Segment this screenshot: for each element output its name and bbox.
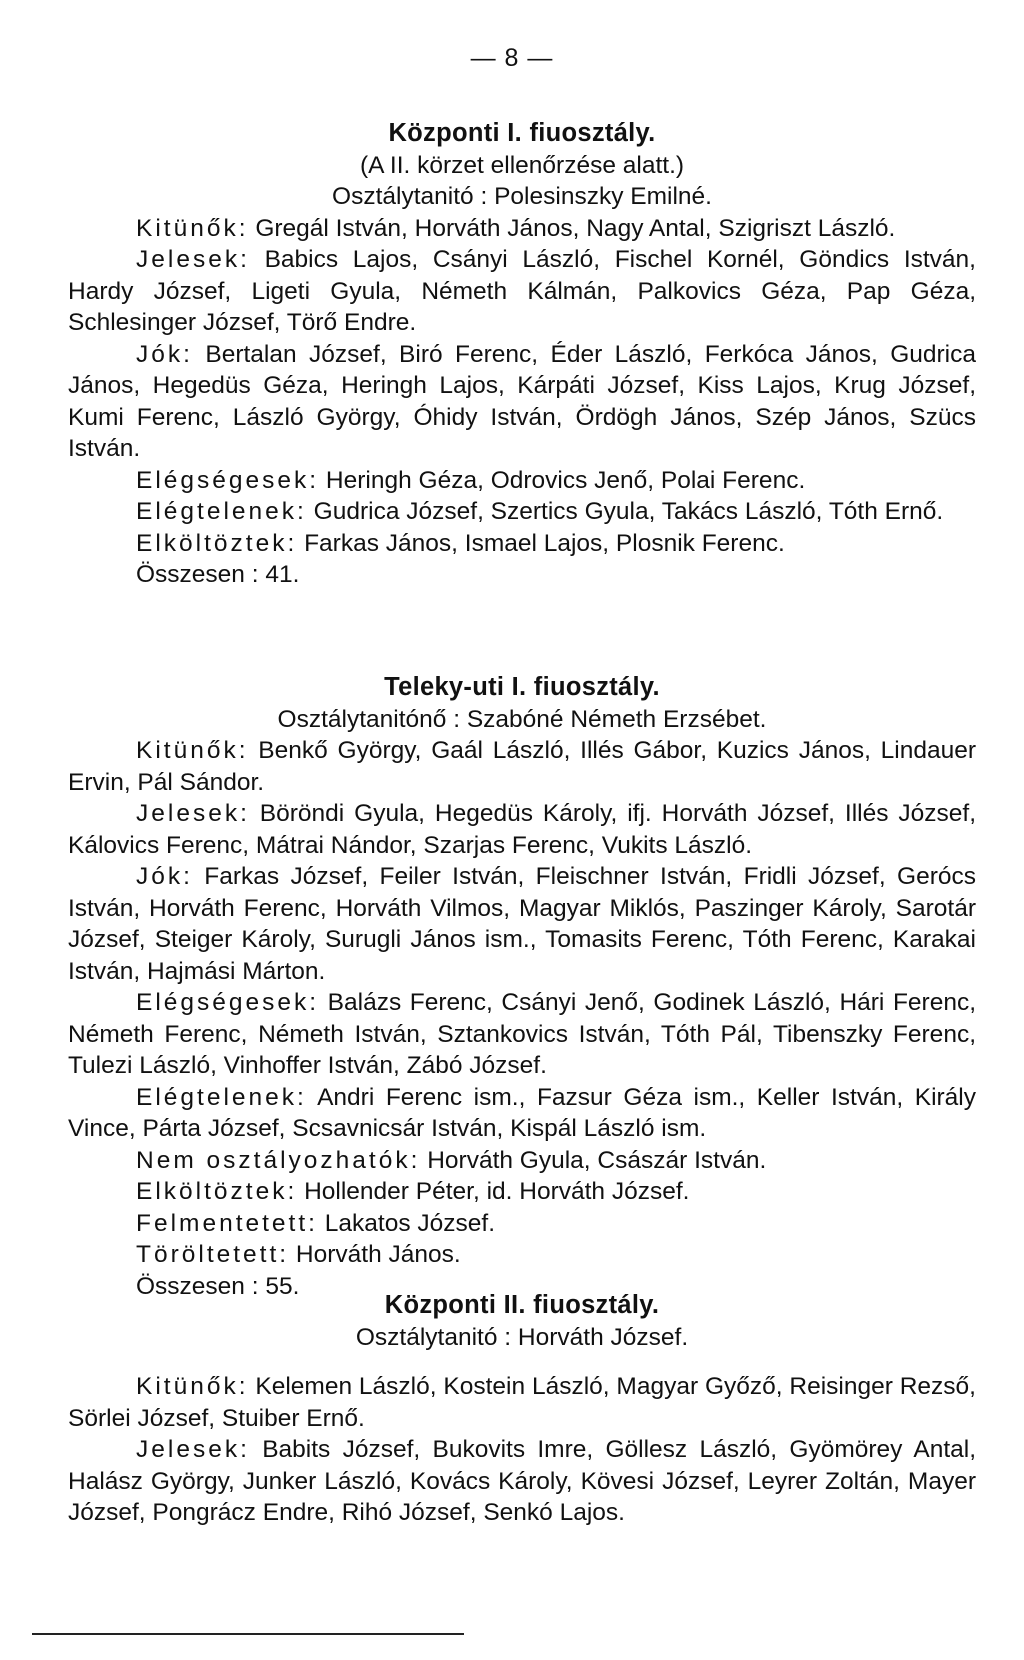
section-total: Összesen : 55. <box>136 1272 300 1300</box>
grade-label: Jók: <box>136 340 193 368</box>
grade-group-jelesek <box>68 244 976 339</box>
grade-names: Heringh Géza, Odrovics Jenő, Polai Ferenc. <box>319 466 806 494</box>
section-heading: Központi II. fiuosztály. <box>384 1291 660 1319</box>
grade-group-jok <box>68 339 976 465</box>
grade-group-elegtelenek <box>68 1082 976 1145</box>
grade-group-elkoltoztek <box>68 528 976 560</box>
grade-label: Jelesek: <box>136 246 250 273</box>
grade-names: Bertalan József, Biró Ferenc, Éder László, Ferkóca János, Gudrica János, Hegedüs Géza, Heringh Lajos, Kárpáti József, Kiss Lajos, Krug József, Kumi Ferenc, László György, Óhidy István, Ördögh János, Szép János, Szücs István. <box>68 340 976 462</box>
grade-group-kitunok <box>68 1371 976 1434</box>
grade-group-nem-osztalyozhatok <box>68 1145 976 1177</box>
section-subtitle: (A II. körzet ellenőrzése alatt.) <box>359 151 685 179</box>
grade-label: Jók: <box>136 863 193 890</box>
grade-label: Elköltöztek: <box>136 529 298 557</box>
grade-group-elkoltoztek <box>68 1176 976 1208</box>
grade-group-felmentetett <box>68 1208 976 1240</box>
section-total: Összesen : 41. <box>136 561 300 588</box>
section-kozponti-1 <box>68 118 976 591</box>
grade-group-jelesek <box>68 1434 976 1529</box>
grade-names: Gregál István, Horváth János, Nagy Antal, Szigriszt László. <box>248 214 896 242</box>
grade-label: Elégtelenek: <box>136 498 307 525</box>
teacher-line: Osztálytanitó : Polesinszky Emilné. <box>332 183 712 210</box>
grade-names: Horváth János. <box>289 1241 461 1268</box>
grade-label: Kitünők: <box>136 1373 249 1400</box>
section-heading: Központi I. fiuosztály. <box>388 119 656 147</box>
grade-names: Hollender Péter, id. Horváth József. <box>297 1178 690 1205</box>
grade-names: Babics Lajos, Csányi László, Fischel Kornél, Göndics István, Hardy József, Ligeti Gyula, Németh Kálmán, Palkovics Géza, Pap Géza, Schlesinger József, Törő Endre. <box>68 246 976 336</box>
grade-names: Balázs Ferenc, Csányi Jenő, Godinek László, Hári Ferenc, Németh Ferenc, Németh István, Sztankovics István, Tóth Pál, Tibenszky Ferenc, Tulezi László, Vinhoffer István, Zábó József. <box>68 989 976 1079</box>
grade-names: Kelemen László, Kostein László, Magyar Győző, Reisinger Rezső, Sörlei József, Stuiber Ernő. <box>68 1373 976 1432</box>
grade-label: Jelesek: <box>136 800 250 827</box>
grade-names: Andri Ferenc ism., Fazsur Géza ism., Keller István, Király Vince, Párta József, Scsavnicsár István, Kispál László ism. <box>68 1083 976 1142</box>
grade-label: Kitünők: <box>136 214 249 242</box>
grade-group-elegsegesek <box>68 465 976 497</box>
grade-label: Töröltetett: <box>136 1241 290 1268</box>
grade-group-elegtelenek <box>68 496 976 528</box>
footer-rule <box>32 1633 464 1635</box>
grade-names: Farkas József, Feiler István, Fleischner István, Fridli József, Gerócs István, Horváth Ferenc, Horváth Vilmos, Magyar Miklós, Paszinger Károly, Sarotár József, Steiger Károly, Surugli János ism., Tomasits Ferenc, Tóth Ferenc, Karakai István, Hajmási Márton. <box>68 863 976 985</box>
grade-group-toroltetett <box>68 1239 976 1271</box>
teacher-line: Osztálytanitónő : Szabóné Németh Erzsébet. <box>277 705 767 733</box>
teacher-line: Osztálytanitó : Horváth József. <box>355 1323 689 1351</box>
section-heading: Teleky-uti I. fiuosztály. <box>384 673 660 701</box>
grade-group-kitunok <box>68 213 976 245</box>
grade-names: Gudrica József, Szertics Gyula, Takács László, Tóth Ernő. <box>306 498 944 525</box>
grade-label: Nem osztályozhatók: <box>136 1146 421 1174</box>
grade-label: Felmentetett: <box>136 1209 318 1237</box>
grade-label: Elégtelenek: <box>136 1083 307 1111</box>
spacer <box>68 1353 976 1371</box>
section-teleky-uti-1 <box>68 672 976 1302</box>
grade-label: Kitünők: <box>136 737 249 764</box>
grade-names: Farkas János, Ismael Lajos, Plosnik Ferenc. <box>297 529 785 557</box>
grade-label: Elköltöztek: <box>136 1178 298 1205</box>
grade-label: Elégségesek: <box>136 989 320 1016</box>
grade-group-elegsegesek <box>68 987 976 1082</box>
grade-label: Elégségesek: <box>136 466 320 494</box>
grade-names: Horváth Gyula, Császár István. <box>420 1146 767 1174</box>
grade-label: Jelesek: <box>136 1436 250 1463</box>
grade-group-jok <box>68 861 976 987</box>
section-kozponti-2 <box>68 1290 976 1529</box>
grade-group-jelesek <box>68 798 976 861</box>
grade-names: Böröndi Gyula, Hegedüs Károly, ifj. Horváth József, Illés József, Kálovics Ferenc, Mátrai Nándor, Szarjas Ferenc, Vukits László. <box>68 800 976 859</box>
grade-names: Babits József, Bukovits Imre, Göllesz László, Gyömörey Antal, Halász György, Junker László, Kovács Károly, Kövesi József, Leyrer Zoltán, Mayer József, Pongrácz Endre, Rihó József, Senkó Lajos. <box>68 1436 976 1526</box>
grade-names: Lakatos József. <box>317 1209 496 1237</box>
grade-names: Benkő György, Gaál László, Illés Gábor, Kuzics János, Lindauer Ervin, Pál Sándor. <box>68 737 976 796</box>
grade-group-kitunok <box>68 735 976 798</box>
page-number: — 8 — <box>470 44 554 72</box>
